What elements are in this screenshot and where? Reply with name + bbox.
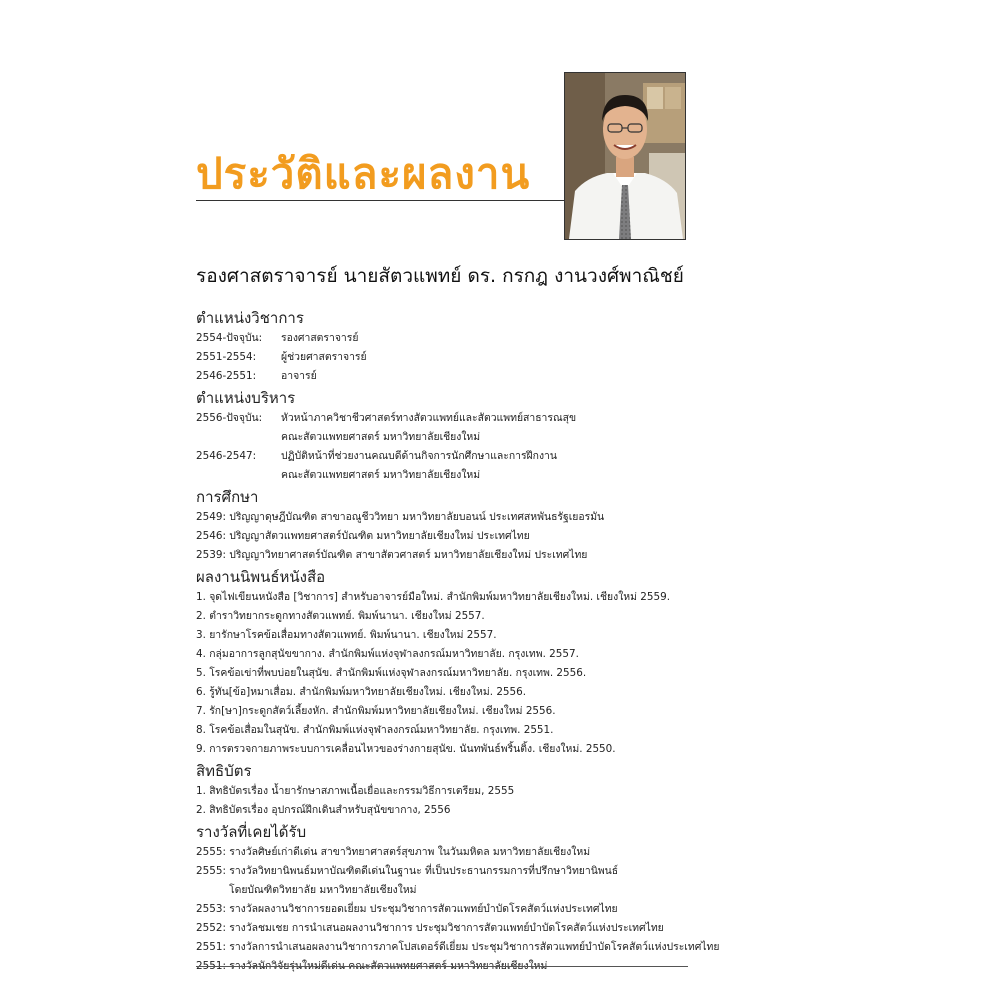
section-education <box>196 486 786 565</box>
item-text: อาจารย์ <box>281 370 317 382</box>
section-awards <box>196 821 786 976</box>
profile-photo <box>564 72 686 240</box>
period-label <box>196 428 281 447</box>
list-item <box>196 466 786 485</box>
list-item: 2. ตำราวิทยากระดูกทางสัตวแพทย์. พิมพ์นานา. เชียงใหม่ 2557. <box>196 610 485 622</box>
list-item: 2. สิทธิบัตรเรื่อง อุปกรณ์ฝึกเดินสำหรับสุนัขขากาง, 2556 <box>196 804 451 816</box>
section-patents <box>196 760 786 820</box>
list-item: 8. โรคข้อเสื่อมในสุนัข. สำนักพิมพ์แห่งจุฬาลงกรณ์มหาวิทยาลัย. กรุงเทพ. 2551. <box>196 724 554 736</box>
list-item <box>196 447 786 466</box>
item-text: คณะสัตวแพทยศาสตร์ มหาวิทยาลัยเชียงใหม่ <box>281 431 481 443</box>
list-item: 2549: ปริญญาดุษฎีบัณฑิต สาขาอณูชีววิทยา มหาวิทยาลัยบอนน์ ประเทศสหพันธรัฐเยอรมัน <box>196 511 605 523</box>
section-publications <box>196 566 786 759</box>
period-label: 2546-2551: <box>196 370 257 382</box>
list-item: 3. ยารักษาโรคข้อเสื่อมทางสัตวแพทย์. พิมพ์นานา. เชียงใหม่ 2557. <box>196 629 497 641</box>
section-title: ผลงานนิพนธ์หนังสือ <box>196 568 326 586</box>
person-name: รองศาสตราจารย์ นายสัตวแพทย์ ดร. กรกฎ งานวงศ์พาณิชย์ <box>196 265 684 287</box>
item-text: รองศาสตราจารย์ <box>281 332 359 344</box>
list-item: 2539: ปริญญาวิทยาศาสตร์บัณฑิต สาขาสัตวศาสตร์ มหาวิทยาลัยเชียงใหม่ ประเทศไทย <box>196 549 588 561</box>
section-academic-position <box>196 307 786 386</box>
section-title: ตำแหน่งบริหาร <box>196 389 296 407</box>
list-item: 1. จุดไฟเขียนหนังสือ [วิชาการ] สำหรับอาจารย์มือใหม่. สำนักพิมพ์มหาวิทยาลัยเชียงใหม่. เชียงใหม่ 2559. <box>196 591 671 603</box>
list-item: 4. กลุ่มอาการลูกสุนัขขากาง. สำนักพิมพ์แห่งจุฬาลงกรณ์มหาวิทยาลัย. กรุงเทพ. 2557. <box>196 648 579 660</box>
item-text: ปฏิบัติหน้าที่ช่วยงานคณบดีด้านกิจการนักศึกษาและการฝึกงาน <box>281 450 557 462</box>
list-item: 7. รัก[ษา]กระดูกสัตว์เลี้ยงหัก. สำนักพิมพ์มหาวิทยาลัยเชียงใหม่. เชียงใหม่ 2556. <box>196 705 556 717</box>
list-item: 2552: รางวัลชมเชย การนำเสนอผลงานวิชาการ ประชุมวิชาการสัตวแพทย์บำบัดโรคสัตว์แห่งประเทศไทย <box>196 922 664 934</box>
list-item-continuation: โดยบัณฑิตวิทยาลัย มหาวิทยาลัยเชียงใหม่ <box>229 884 417 896</box>
list-item: 2551: รางวัลนักวิจัยรุ่นใหม่ดีเด่น คณะสัตวแพทยศาสตร์ มหาวิทยาลัยเชียงใหม่ <box>196 960 548 972</box>
list-item <box>196 409 786 428</box>
list-item: 5. โรคข้อเข่าที่พบบ่อยในสุนัข. สำนักพิมพ์แห่งจุฬาลงกรณ์มหาวิทยาลัย. กรุงเทพ. 2556. <box>196 667 587 679</box>
period-label <box>196 466 281 485</box>
period-label: 2546-2547: <box>196 450 257 462</box>
content-body <box>196 306 786 976</box>
section-title: รางวัลที่เคยได้รับ <box>196 823 307 841</box>
list-item: 2553: รางวัลผลงานวิชาการยอดเยี่ยม ประชุมวิชาการสัตวแพทย์บำบัดโรคสัตว์แห่งประเทศไทย <box>196 903 618 915</box>
period-label: 2551-2554: <box>196 351 257 363</box>
list-item <box>196 348 786 367</box>
page-title: ประวัติและผลงาน <box>196 149 531 198</box>
list-item: 1. สิทธิบัตรเรื่อง น้ำยารักษาสภาพเนื้อเยื่อและกรรมวิธีการเตรียม, 2555 <box>196 785 515 797</box>
section-title: การศึกษา <box>196 488 259 506</box>
list-item: 2555: รางวัลวิทยานิพนธ์มหาบัณฑิตดีเด่นในฐานะ ที่เป็นประธานกรรมการที่ปรึกษาวิทยานิพนธ์ <box>196 865 619 877</box>
list-item: 2555: รางวัลศิษย์เก่าดีเด่น สาขาวิทยาศาสตร์สุขภาพ ในวันมหิดล มหาวิทยาลัยเชียงใหม่ <box>196 846 591 858</box>
list-item: 2546: ปริญญาสัตวแพทยศาสตร์บัณฑิต มหาวิทยาลัยเชียงใหม่ ประเทศไทย <box>196 530 530 542</box>
profile-photo-illustration <box>565 73 685 239</box>
section-admin-position <box>196 387 786 485</box>
list-item: 9. การตรวจกายภาพระบบการเคลื่อนไหวของร่างกายสุนัข. นันทพันธ์พริ้นติ้ง. เชียงใหม่. 2550. <box>196 743 616 755</box>
period-label: 2554-ปัจจุบัน: <box>196 332 263 344</box>
section-title: ตำแหน่งวิชาการ <box>196 309 304 327</box>
item-text: ผู้ช่วยศาสตราจารย์ <box>281 351 367 363</box>
list-item: 2551: รางวัลการนำเสนอผลงานวิชาการภาคโปสเตอร์ดีเยี่ยม ประชุมวิชาการสัตวแพทย์บำบัดโรคสัตว์แห่งประเทศไทย <box>196 941 720 953</box>
item-text: หัวหน้าภาควิชาชีวศาสตร์ทางสัตวแพทย์และสัตวแพทย์สาธารณสุข <box>281 412 577 424</box>
period-label: 2556-ปัจจุบัน: <box>196 412 263 424</box>
section-title: สิทธิบัตร <box>196 762 252 780</box>
list-item <box>196 428 786 447</box>
list-item: 6. รู้ทัน[ข้อ]หมาเสื่อม. สำนักพิมพ์มหาวิทยาลัยเชียงใหม่. เชียงใหม่. 2556. <box>196 686 527 698</box>
title-divider <box>196 200 566 201</box>
list-item <box>196 329 786 348</box>
list-item <box>196 367 786 386</box>
bottom-divider <box>196 966 688 967</box>
item-text: คณะสัตวแพทยศาสตร์ มหาวิทยาลัยเชียงใหม่ <box>281 469 481 481</box>
